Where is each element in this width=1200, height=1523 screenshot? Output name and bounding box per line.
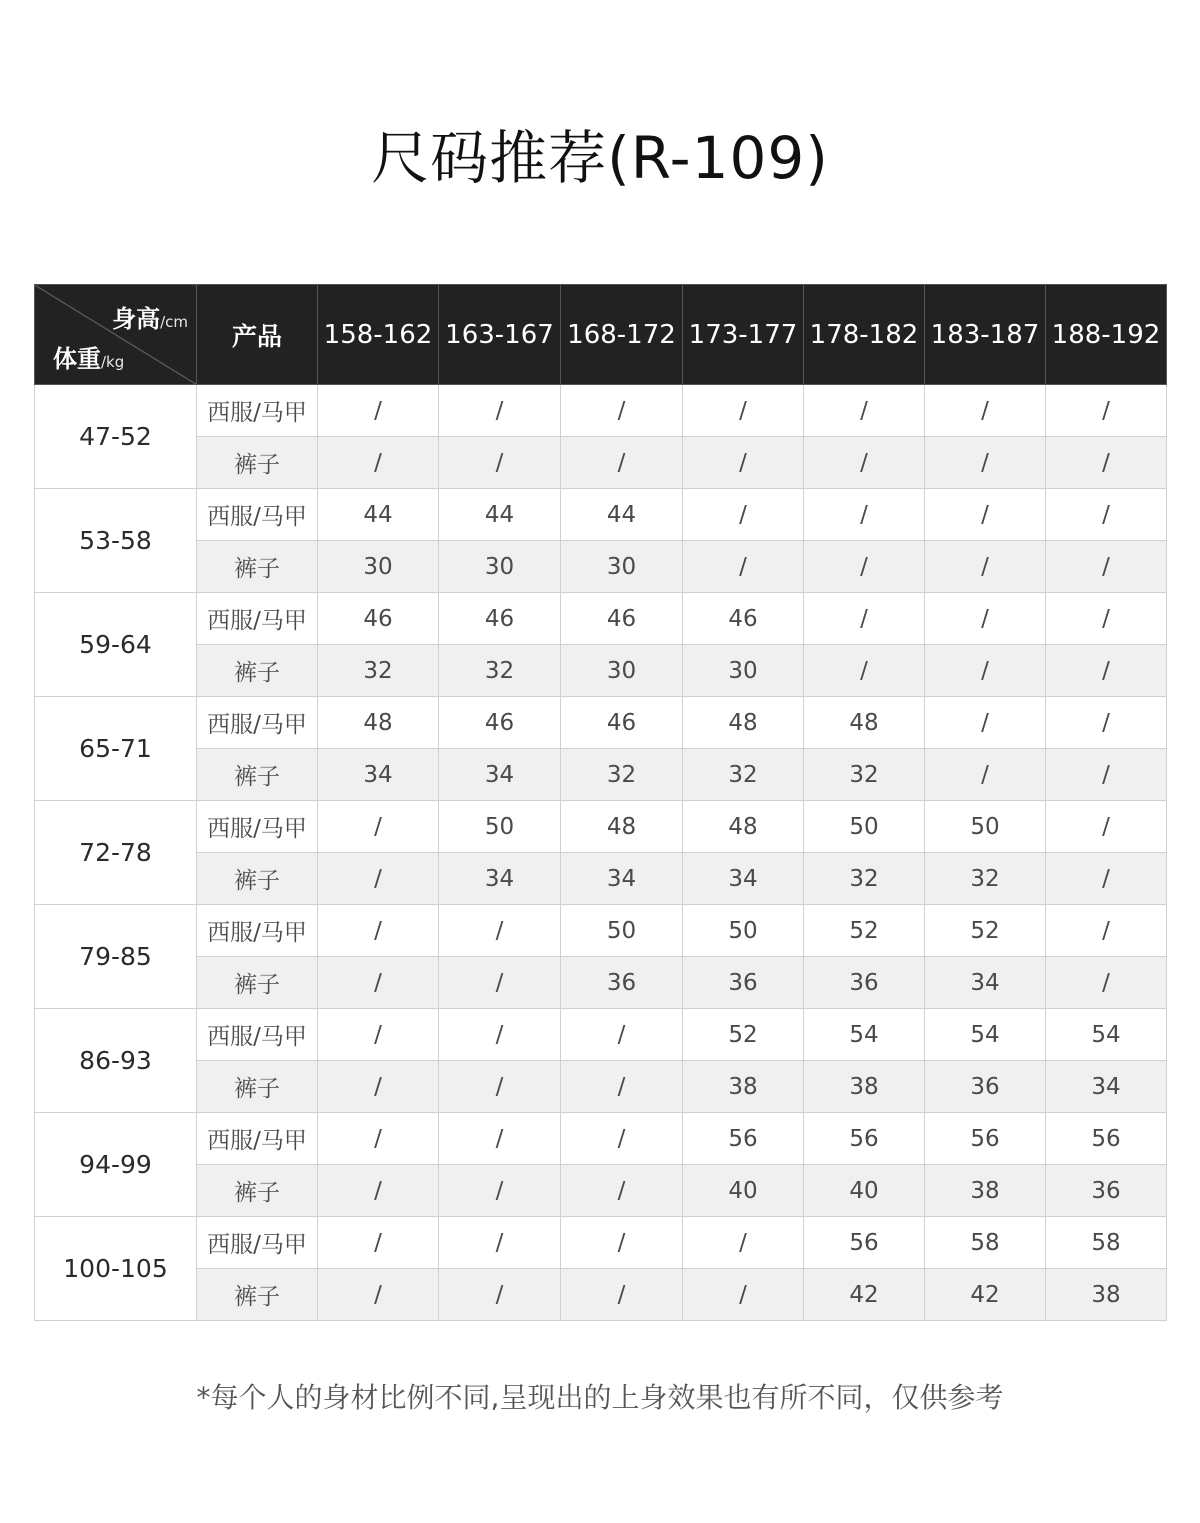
size-cell: 38: [683, 1061, 804, 1113]
size-cell: /: [439, 1113, 561, 1165]
size-cell: /: [561, 1113, 683, 1165]
size-cell: 52: [925, 905, 1046, 957]
weight-range-cell: 72-78: [35, 801, 197, 905]
size-cell: 52: [683, 1009, 804, 1061]
size-cell: 44: [439, 489, 561, 541]
pants-row: [35, 541, 1167, 593]
size-cell: 36: [561, 957, 683, 1009]
size-cell: /: [318, 385, 439, 437]
size-cell: /: [439, 1269, 561, 1321]
size-cell: 34: [561, 853, 683, 905]
product-type-cell: 西服/马甲: [197, 801, 318, 853]
size-cell: 32: [804, 749, 925, 801]
size-cell: 36: [804, 957, 925, 1009]
product-type-cell: 裤子: [197, 1269, 318, 1321]
size-cell: 34: [439, 853, 561, 905]
size-cell: /: [318, 437, 439, 489]
size-cell: 44: [561, 489, 683, 541]
size-cell: 48: [561, 801, 683, 853]
size-cell: /: [318, 801, 439, 853]
size-cell: 32: [318, 645, 439, 697]
size-cell: /: [925, 489, 1046, 541]
product-type-cell: 西服/马甲: [197, 1113, 318, 1165]
footnote: *每个人的身材比例不同,呈现出的上身效果也有所不同，仅供参考: [196, 1381, 1004, 1414]
size-cell: 48: [683, 801, 804, 853]
size-cell: /: [683, 541, 804, 593]
size-cell: 50: [561, 905, 683, 957]
height-range-header: 183-187: [925, 285, 1046, 385]
size-cell: 50: [804, 801, 925, 853]
suit-row: [35, 697, 1167, 749]
size-cell: 30: [439, 541, 561, 593]
product-type-cell: 西服/马甲: [197, 489, 318, 541]
size-cell: 54: [1046, 1009, 1167, 1061]
size-cell: /: [1046, 749, 1167, 801]
size-cell: 46: [683, 593, 804, 645]
size-cell: 30: [561, 645, 683, 697]
weight-range-cell: 65-71: [35, 697, 197, 801]
pants-row: [35, 957, 1167, 1009]
size-cell: /: [925, 749, 1046, 801]
size-cell: 44: [318, 489, 439, 541]
weight-range-cell: 47-52: [35, 385, 197, 489]
size-cell: 36: [925, 1061, 1046, 1113]
size-cell: /: [1046, 957, 1167, 1009]
size-cell: /: [561, 1009, 683, 1061]
size-cell: /: [318, 1269, 439, 1321]
size-cell: /: [1046, 853, 1167, 905]
suit-row: [35, 489, 1167, 541]
size-cell: /: [439, 905, 561, 957]
size-cell: 32: [925, 853, 1046, 905]
size-cell: /: [683, 437, 804, 489]
size-cell: /: [804, 645, 925, 697]
product-type-cell: 西服/马甲: [197, 593, 318, 645]
size-cell: /: [1046, 697, 1167, 749]
product-type-cell: 裤子: [197, 1061, 318, 1113]
corner-header: [35, 285, 197, 385]
size-cell: 54: [804, 1009, 925, 1061]
size-cell: 52: [804, 905, 925, 957]
size-cell: 34: [439, 749, 561, 801]
pants-row: [35, 437, 1167, 489]
size-cell: /: [925, 385, 1046, 437]
weight-header: 体重/kg: [53, 345, 125, 373]
suit-row: [35, 593, 1167, 645]
suit-row: [35, 801, 1167, 853]
size-cell: /: [804, 385, 925, 437]
size-cell: 34: [683, 853, 804, 905]
suit-row: [35, 905, 1167, 957]
size-cell: 46: [561, 697, 683, 749]
size-chart-table: [34, 284, 1167, 1321]
size-cell: 30: [318, 541, 439, 593]
size-cell: 34: [318, 749, 439, 801]
size-cell: 34: [925, 957, 1046, 1009]
product-type-cell: 裤子: [197, 749, 318, 801]
suit-row: [35, 1217, 1167, 1269]
weight-range-cell: 79-85: [35, 905, 197, 1009]
size-cell: /: [439, 957, 561, 1009]
pants-row: [35, 853, 1167, 905]
size-cell: 30: [561, 541, 683, 593]
weight-range-cell: 59-64: [35, 593, 197, 697]
size-cell: 50: [925, 801, 1046, 853]
size-cell: /: [1046, 437, 1167, 489]
size-cell: /: [925, 697, 1046, 749]
size-cell: /: [439, 1061, 561, 1113]
size-cell: 48: [318, 697, 439, 749]
size-cell: 34: [1046, 1061, 1167, 1113]
size-cell: 50: [439, 801, 561, 853]
height-range-header: 173-177: [683, 285, 804, 385]
size-cell: 36: [1046, 1165, 1167, 1217]
size-cell: /: [439, 437, 561, 489]
product-type-cell: 西服/马甲: [197, 1009, 318, 1061]
size-cell: /: [318, 1061, 439, 1113]
size-cell: 46: [318, 593, 439, 645]
size-cell: /: [804, 593, 925, 645]
size-cell: /: [318, 905, 439, 957]
size-cell: /: [804, 541, 925, 593]
size-cell: /: [683, 489, 804, 541]
product-type-cell: 裤子: [197, 541, 318, 593]
size-cell: /: [439, 1165, 561, 1217]
size-cell: /: [1046, 645, 1167, 697]
size-cell: 56: [804, 1217, 925, 1269]
product-type-cell: 西服/马甲: [197, 905, 318, 957]
size-cell: /: [561, 437, 683, 489]
suit-row: [35, 385, 1167, 437]
size-cell: /: [318, 1113, 439, 1165]
size-cell: 36: [683, 957, 804, 1009]
product-header: 产品: [197, 285, 318, 385]
size-cell: /: [561, 1217, 683, 1269]
size-cell: /: [318, 1217, 439, 1269]
size-cell: /: [683, 1217, 804, 1269]
size-cell: /: [561, 1165, 683, 1217]
page-title: 尺码推荐(R-109): [371, 124, 829, 192]
weight-range-cell: 94-99: [35, 1113, 197, 1217]
size-cell: /: [1046, 385, 1167, 437]
pants-row: [35, 645, 1167, 697]
pants-row: [35, 1061, 1167, 1113]
size-cell: 42: [804, 1269, 925, 1321]
size-cell: 50: [683, 905, 804, 957]
size-cell: /: [1046, 801, 1167, 853]
size-cell: 58: [1046, 1217, 1167, 1269]
size-cell: /: [318, 1165, 439, 1217]
size-cell: /: [439, 385, 561, 437]
product-type-cell: 西服/马甲: [197, 1217, 318, 1269]
size-cell: 56: [1046, 1113, 1167, 1165]
size-cell: /: [925, 593, 1046, 645]
product-type-cell: 裤子: [197, 437, 318, 489]
size-cell: /: [561, 1061, 683, 1113]
weight-range-cell: 53-58: [35, 489, 197, 593]
size-cell: /: [1046, 489, 1167, 541]
product-type-cell: 裤子: [197, 957, 318, 1009]
header-row: [35, 285, 1167, 385]
pants-row: [35, 1269, 1167, 1321]
weight-range-cell: 100-105: [35, 1217, 197, 1321]
size-cell: 40: [804, 1165, 925, 1217]
size-cell: /: [925, 437, 1046, 489]
size-cell: 38: [804, 1061, 925, 1113]
height-range-header: 163-167: [439, 285, 561, 385]
size-cell: /: [439, 1009, 561, 1061]
size-cell: 32: [683, 749, 804, 801]
size-cell: 46: [561, 593, 683, 645]
size-cell: 54: [925, 1009, 1046, 1061]
product-type-cell: 裤子: [197, 853, 318, 905]
size-cell: 56: [683, 1113, 804, 1165]
size-cell: /: [804, 489, 925, 541]
weight-range-cell: 86-93: [35, 1009, 197, 1113]
size-cell: 46: [439, 593, 561, 645]
size-cell: /: [683, 1269, 804, 1321]
size-cell: 58: [925, 1217, 1046, 1269]
suit-row: [35, 1009, 1167, 1061]
product-type-cell: 裤子: [197, 645, 318, 697]
product-type-cell: 西服/马甲: [197, 385, 318, 437]
height-range-header: 188-192: [1046, 285, 1167, 385]
size-cell: /: [804, 437, 925, 489]
size-cell: 42: [925, 1269, 1046, 1321]
height-range-header: 168-172: [561, 285, 683, 385]
size-cell: /: [318, 957, 439, 1009]
size-cell: /: [925, 645, 1046, 697]
height-range-header: 158-162: [318, 285, 439, 385]
size-cell: 38: [925, 1165, 1046, 1217]
product-type-cell: 裤子: [197, 1165, 318, 1217]
size-cell: 56: [925, 1113, 1046, 1165]
size-cell: /: [925, 541, 1046, 593]
size-cell: /: [1046, 905, 1167, 957]
size-cell: /: [318, 1009, 439, 1061]
size-cell: /: [1046, 593, 1167, 645]
size-cell: /: [318, 853, 439, 905]
size-cell: /: [561, 1269, 683, 1321]
height-range-header: 178-182: [804, 285, 925, 385]
size-cell: 32: [439, 645, 561, 697]
product-type-cell: 西服/马甲: [197, 697, 318, 749]
suit-row: [35, 1113, 1167, 1165]
height-header: 身高/cm: [112, 305, 188, 333]
size-cell: 46: [439, 697, 561, 749]
size-cell: 40: [683, 1165, 804, 1217]
pants-row: [35, 1165, 1167, 1217]
size-cell: 30: [683, 645, 804, 697]
size-cell: 48: [683, 697, 804, 749]
size-cell: 32: [561, 749, 683, 801]
size-table-body: [35, 385, 1167, 1321]
size-cell: 32: [804, 853, 925, 905]
pants-row: [35, 749, 1167, 801]
size-cell: 48: [804, 697, 925, 749]
size-cell: 38: [1046, 1269, 1167, 1321]
size-cell: 56: [804, 1113, 925, 1165]
size-cell: /: [1046, 541, 1167, 593]
size-cell: /: [561, 385, 683, 437]
size-cell: /: [683, 385, 804, 437]
size-cell: /: [439, 1217, 561, 1269]
